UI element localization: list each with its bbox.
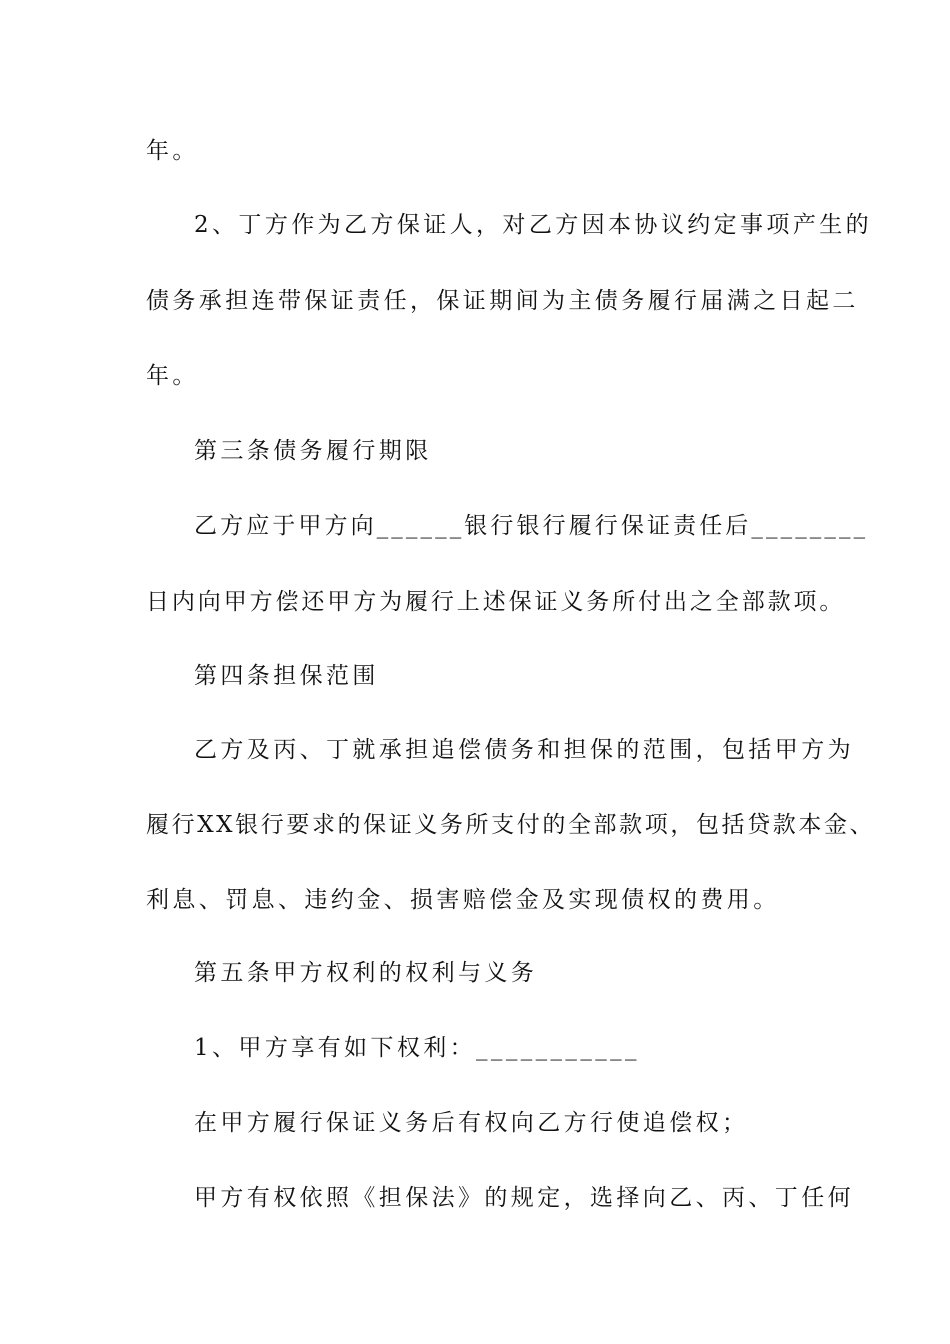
paragraph-line: 债务承担连带保证责任，保证期间为主债务履行届满之日起二 [146,288,859,314]
paragraph-line: 利息、罚息、违约金、损害赔偿金及实现债权的费用。 [146,887,780,913]
section-heading: 第三条债务履行期限 [194,438,432,464]
paragraph-line: 乙方应于甲方向______银行银行履行保证责任后________ [194,513,869,539]
paragraph-line: 乙方及丙、丁就承担追偿债务和担保的范围，包括甲方为 [194,737,854,763]
paragraph-line: 日内向甲方偿还甲方为履行上述保证义务所付出之全部款项。 [146,589,846,615]
paragraph-line: 2、丁方作为乙方保证人，对乙方因本协议约定事项产生的 [194,212,873,238]
paragraph-line: 1、甲方享有如下权利：___________ [194,1035,640,1061]
paragraph-line: 年。 [146,363,199,389]
paragraph-line: 年。 [146,138,199,164]
section-heading: 第四条担保范围 [194,663,379,689]
paragraph-line: 履行XX银行要求的保证义务所支付的全部款项，包括贷款本金、 [146,812,876,838]
paragraph-line: 在甲方履行保证义务后有权向乙方行使追偿权； [194,1110,749,1136]
section-heading: 第五条甲方权利的权利与义务 [194,960,538,986]
paragraph-line: 甲方有权依照《担保法》的规定，选择向乙、丙、丁任何 [194,1185,854,1211]
